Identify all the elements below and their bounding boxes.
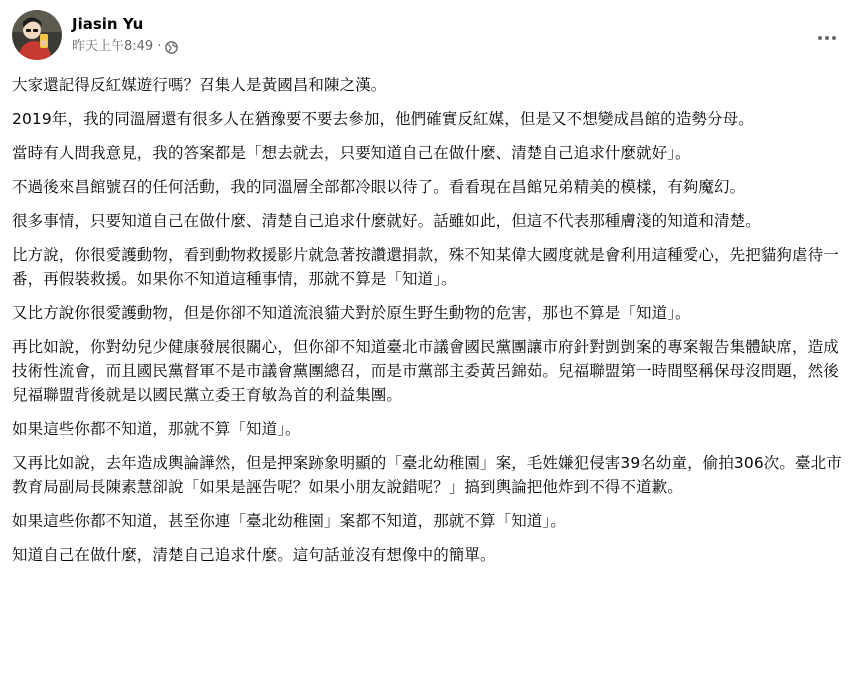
post-paragraph: 如果這些你都不知道，甚至你連「臺北幼稚園」案都不知道，那就不算「知道」。	[12, 512, 566, 530]
post-paragraph: 如果這些你都不知道，那就不算「知道」。	[12, 420, 301, 438]
globe-icon[interactable]	[165, 41, 178, 54]
post-paragraph: 當時有人問我意見，我的答案都是「想去就去，只要知道自己在做什麼、清楚自己追求什麼就好」。	[12, 144, 691, 162]
post-paragraph: 比方說，你很愛護動物，看到動物救援影片就急著按讚還捐款，殊不知某偉大國度就是會利用這種愛心，先把貓狗虐待一番，再假裝救援。如果你不知道這種事情，那就不算是「知道」。	[12, 246, 839, 288]
meta-separator: ·	[157, 39, 162, 54]
ellipsis-icon[interactable]	[809, 20, 845, 56]
post-body	[12, 73, 848, 577]
post-header	[12, 10, 845, 62]
avatar[interactable]	[12, 10, 62, 60]
post-paragraph: 知道自己在做什麼，清楚自己追求什麼。這句話並沒有想像中的簡單。	[12, 546, 496, 564]
post-paragraph: 很多事情，只要知道自己在做什麼、清楚自己追求什麼就好。話雖如此，但這不代表那種膚淺的知道和清楚。	[12, 212, 761, 230]
post-meta	[72, 39, 178, 55]
post-paragraph: 再比如說，你對幼兒少健康發展很關心，但你卻不知道臺北市議會國民黨團讓市府針對剴剴案的專案報告集體缺席，造成技術性流會，而且國民黨督軍不是市議會黨團總召，而是市黨部主委黃呂錦茹。兒福聯盟第一時間堅稱保母沒問題，然後兒福聯盟背後就是以國民黨立委王育敏為首的利益集團。	[12, 338, 839, 404]
post-paragraph: 不過後來昌館號召的任何活動，我的同溫層全部都冷眼以待了。看看現在昌館兄弟精美的模樣，有夠魔幻。	[12, 178, 746, 196]
post-paragraph: 又比方說你很愛護動物，但是你卻不知道流浪貓犬對於原生野生動物的危害，那也不算是「知道」。	[12, 304, 691, 322]
author-name[interactable]: Jiasin Yu	[72, 15, 144, 33]
post-paragraph: 又再比如說，去年造成輿論譁然，但是押案跡象明顯的「臺北幼稚園」案，毛姓嫌犯侵害39名幼童，偷拍306次。臺北市教育局副局長陳素慧卻說「如果是誣告呢？如果小朋友說錯呢？」搞到輿論把他炸到不得不道歉。	[12, 454, 842, 496]
post-paragraph: 大家還記得反紅媒遊行嗎？召集人是黃國昌和陳之漢。	[12, 76, 387, 94]
post-timestamp[interactable]: 昨天上午8:49	[72, 39, 154, 54]
avatar-image	[12, 10, 62, 60]
post-paragraph: 2019年，我的同溫層還有很多人在猶豫要不要去參加，他們確實反紅媒，但是又不想變成昌館的造勢分母。	[12, 110, 754, 128]
